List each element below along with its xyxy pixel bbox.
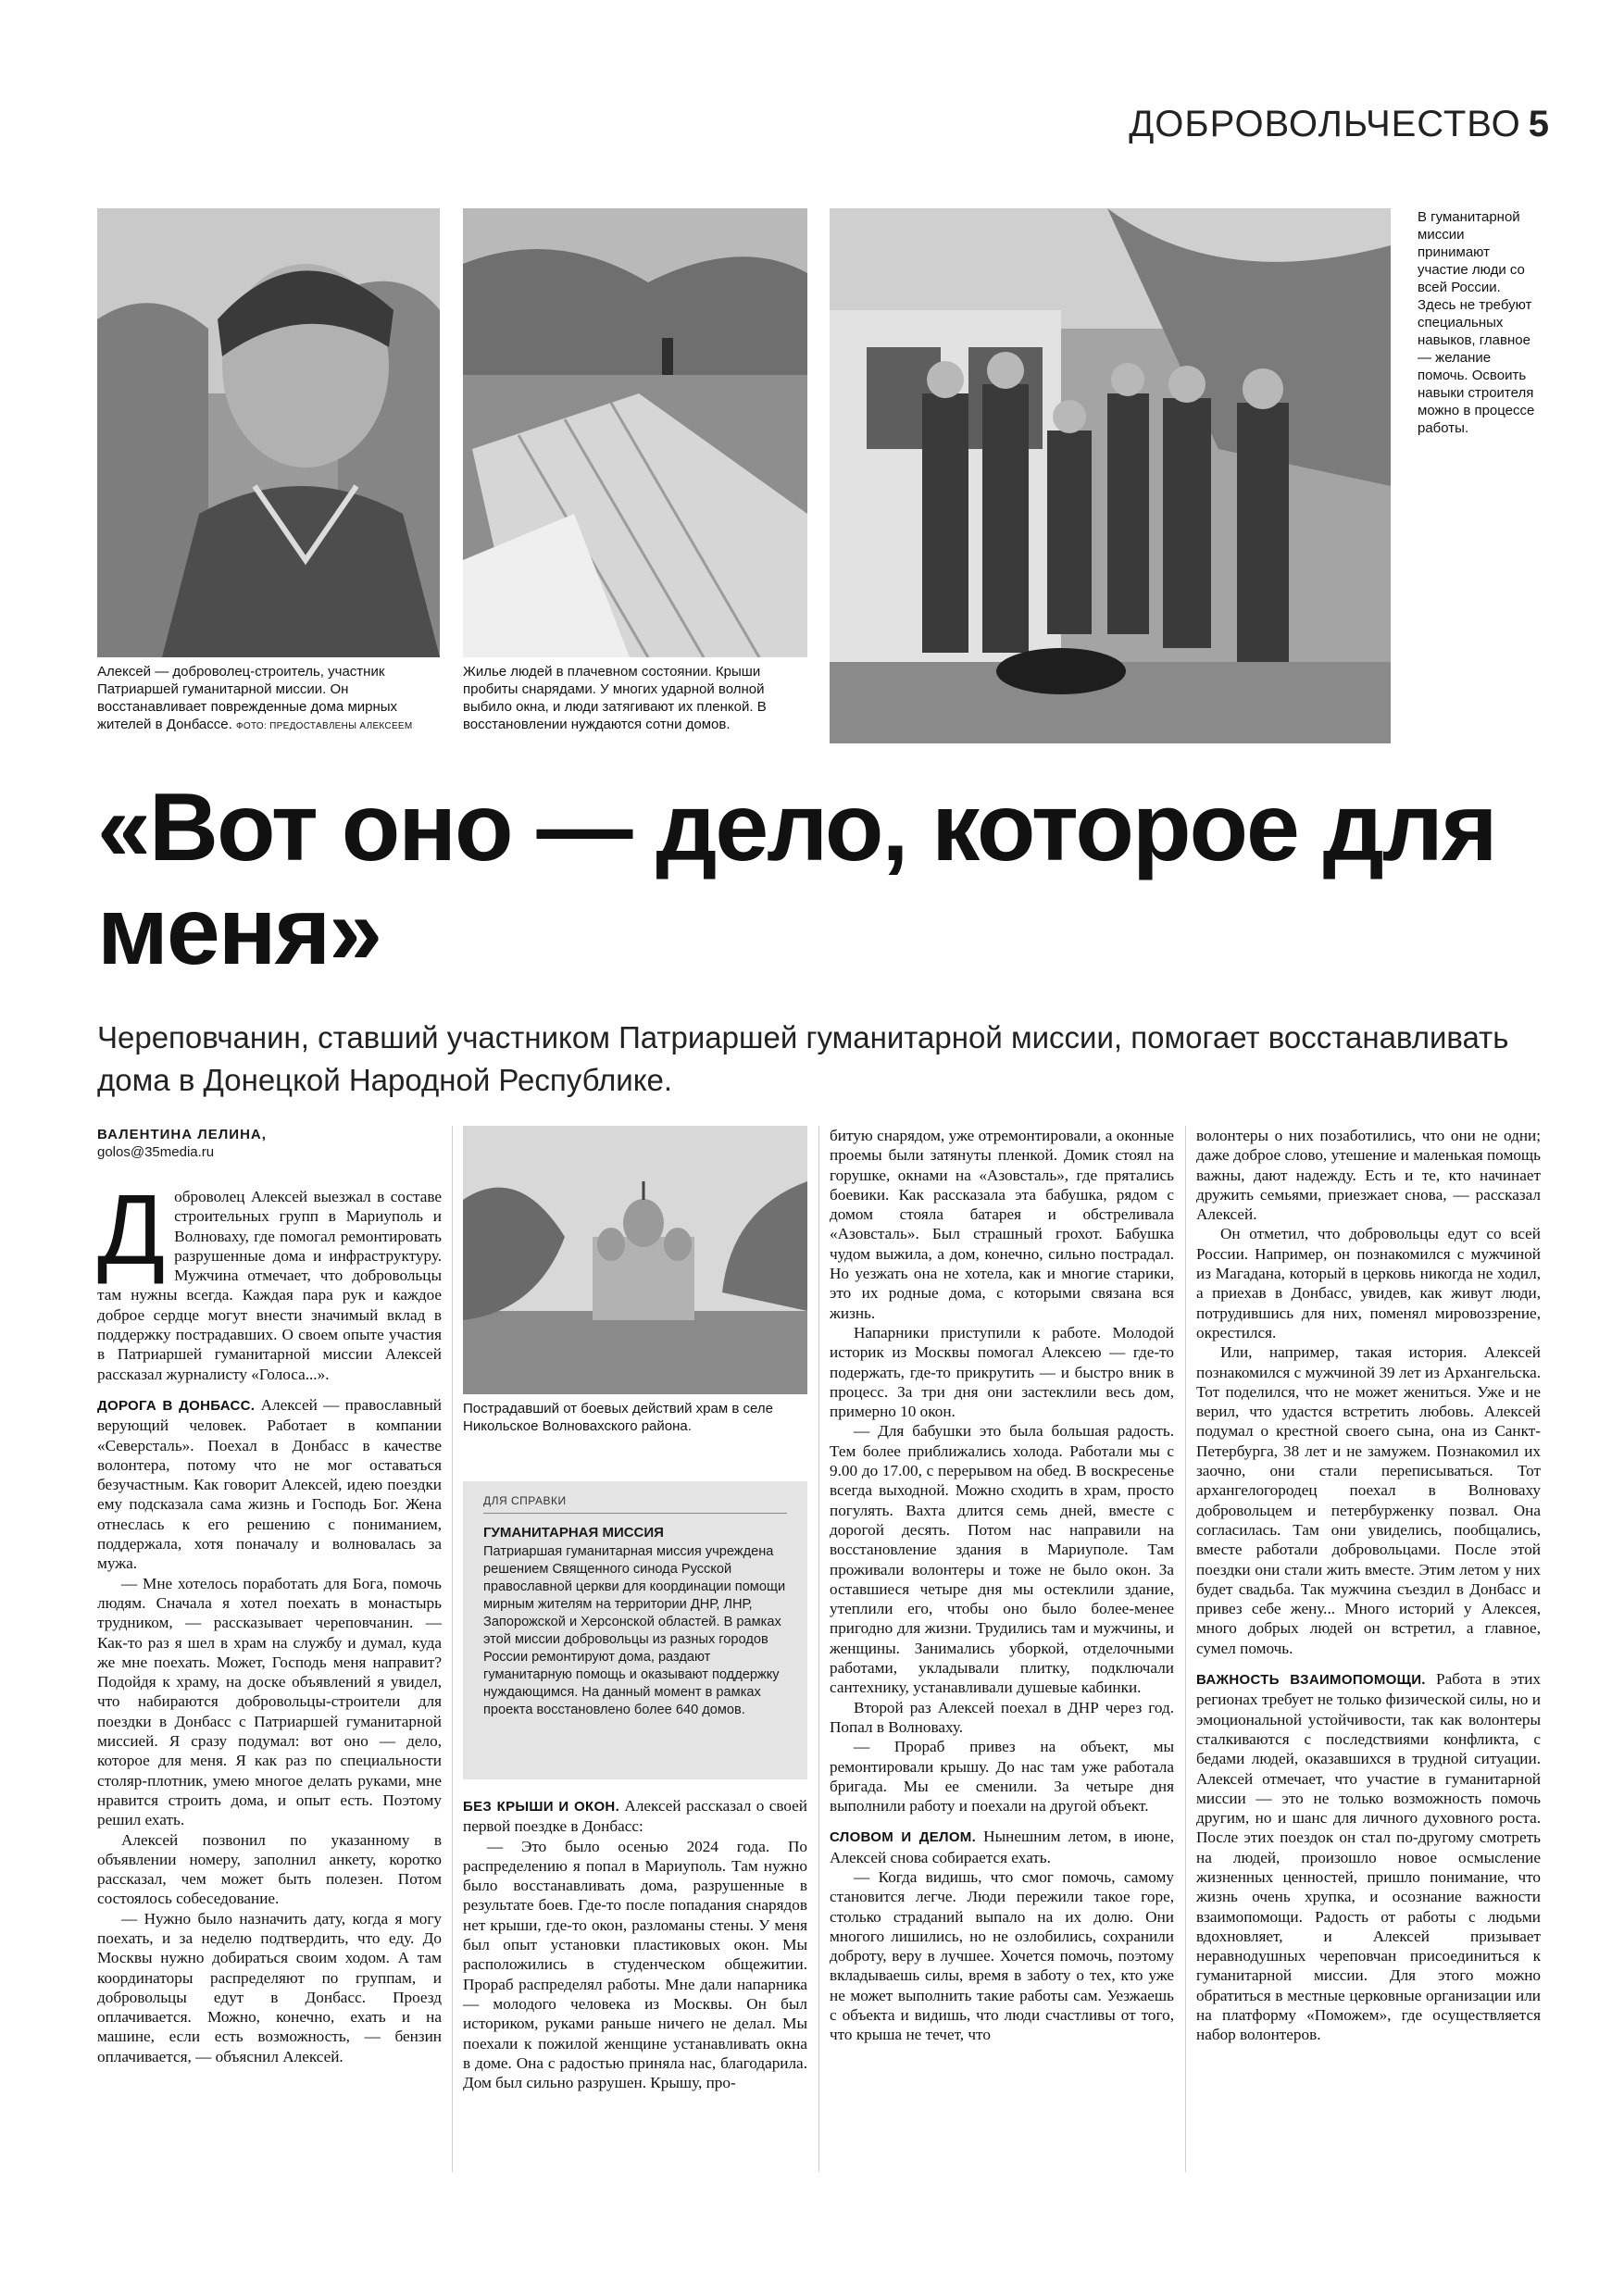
paragraph: Работа в этих регионах требует не только физической силы, но и эмоциональной устойчивости, так как волонтеры сталкиваются с последствиями конфликта, с бедами людей, оказавшихся в трудной ситуации. Алексей отмечает, что участие в гуманитарной миссии — это не только возможность помочь другим, но и шанс для личного духовного роста. После этих поездок он стал по-другому смотреть на людей, произошло новое осмысление жизненных ценностей, пришло понимание, что жизнь очень хрупка, и осознание важности взаимопомощи. Радость от работы с людьми вдохновляет, и Алексей призывает неравнодушных череповчан присоединиться к гуманитарной миссии. Для этого можно обратиться в местные церковные организации или на платформу «Поможем», где осуществляется набор волонтеров.	[1196, 1670, 1541, 2044]
paragraph: Алексей рассказал о своей первой поездке в Донбасс:	[463, 1797, 807, 1836]
paragraph: — Когда видишь, что смог помочь, самому становится легче. Люди пережили такое горе, столько страданий выпало на их долю. Они многого лишились, но не озлобились, сохранили доброту, веру в лучшее. Хочется помочь, поэтому вкладываешь силы, время в заботу о тех, кто уже не может выполнить такие работы сам. Уезжаешь с объекта и видишь, что люди счастливы от того, что крыша не течет, что	[830, 1867, 1174, 2044]
paragraph: — Это было осенью 2024 года. По распределению я попал в Мариуполь. Там нужно было восстанавливать дома, разрушенные в результате боев. Где-то после попадания снарядов нет крыши, где-то окон, разломаны стены. У меня был опыт установки пластиковых окон. Мы расположились в студенческом общежитии. Прораб распределял работы. Мне дали напарника — молодого человека из Москвы. Он был историком, руками раньше ничего не делал. Мы поехали к пожилой женщине устанавливать окна в доме. Она с радостью приняла нас, благодарила. Дом был сильно разрушен. Крышу, про-	[463, 1837, 807, 2092]
church-caption: Пострадавший от боевых действий храм в селе Никольское Волновахского района.	[463, 1401, 773, 1434]
paragraph: Нынешним летом, в июне, Алексей снова собирается ехать.	[830, 1828, 1174, 1866]
section-name: ДОБРОВОЛЬЧЕСТВО	[1129, 104, 1521, 144]
group-photo	[830, 208, 1391, 743]
column-divider	[1185, 1126, 1186, 2172]
column-divider	[818, 1126, 819, 2172]
reference-text: Патриаршая гуманитарная миссия учреждена решением Священного синода Русской православной церкви для координации помощи мирным жителям на территории ДНР, ЛНР, Запорожской и Херсонской областей. В рамках этой миссии добровольцы из разных городов России ремонтируют дома, раздают гуманитарную помощь и оказывают поддержку нуждающимся. На данный момент в рамках проекта восстановлено более 640 домов.	[483, 1544, 786, 1717]
selfie-photo	[97, 208, 440, 657]
author-name: ВАЛЕНТИНА ЛЕЛИНА,	[97, 1127, 267, 1142]
subhead-word-and-deed: СЛОВОМ И ДЕЛОМ.	[830, 1829, 977, 1846]
reference-title: ГУМАНИТАРНАЯ МИССИЯ	[483, 1525, 664, 1541]
photo-credit: ФОТО: ПРЕДОСТАВЛЕНЫ АЛЕКСЕЕМ	[235, 721, 413, 731]
column-3	[830, 1126, 1174, 2045]
column-1	[97, 1173, 442, 2066]
paragraph: волонтеры о них позаботились, что они не одни; даже доброе слово, утешение и маленькая помощь важны, дают надежду. Есть и те, кто начинает дружить семьями, приезжает снова, — рассказал Алексей.	[1196, 1127, 1541, 1224]
paragraph: Второй раз Алексей поехал в ДНР через год. Попал в Волноваху.	[830, 1698, 1174, 1736]
group-caption: В гуманитарной миссии принимают участие люди со всей России. Здесь не требуют специальных навыков, главное — желание помочь. Освоить навыки строителя можно в процессе работы.	[1418, 209, 1535, 436]
selfie-caption	[97, 663, 442, 735]
paragraph: Он отметил, что добровольцы едут со всей России. Например, он познакомился с мужчиной из Магадана, который в церковь никогда не ходил, а приехав в Донбасс, увидев, как живут люди, потрудившись для них, поменял мировоззрение, окрестился.	[1196, 1225, 1541, 1341]
intro-paragraph: оброволец Алексей выезжал в составе строительных групп в Мариуполь и Волноваху, где помогал ремонтировать разрушенные дома и инфраструктуру. Мужчина отмечает, что добровольцы там нужны всегда. Каждая пара рук и каждое доброе сердце могут внести значимый вклад в поддержку пострадавших. О своем опыте участия в Патриаршей гуманитарной миссии Алексей рассказал журналисту «Голоса...».	[97, 1188, 442, 1383]
paragraph: Напарники приступили к работе. Молодой историк из Москвы помогал Алексею — где-то подержать, где-то прикрутить — и быстро вник в процесс. За три дня они застеклили весь дом, примерно 10 окон.	[830, 1323, 1174, 1421]
subhead-road-to-donbass: ДОРОГА В ДОНБАСС.	[97, 1397, 256, 1414]
drop-cap: Д	[97, 1173, 166, 1285]
subhead-mutual-help: ВАЖНОСТЬ ВЗАИМОПОМОЩИ.	[1196, 1672, 1426, 1689]
reference-box	[463, 1481, 807, 1779]
roof-photo	[463, 208, 807, 657]
paragraph: — Для бабушки это была большая радость. Тем более приближались холода. Работали мы с 9.00 до 17.00, с перерывом на обед. В воскресенье всегда выходной. Можно сходить в храм, просто погулять. Вахта длится семь дней, вместе с дорогой десять. Потом нас направили на восстановление здания в Мариуполе. Там проживали волонтеры и тоже не было окон. За оставшиеся четыре дня мы остеклили здание, утеплили его, чтобы оно было более-менее пригодно для жизни. Трудились там и мужчины, и женщины. Занимались уборкой, отделочными работами, укладывали плитку, подключали сантехнику, устанавливали душевые кабинки.	[830, 1422, 1174, 1697]
column-4	[1196, 1126, 1541, 2045]
lead-paragraph: Череповчанин, ставший участником Патриаршей гуманитарной миссии, помогает восстанавливать дома в Донецкой Народной Республике.	[97, 1020, 1509, 1097]
section-header	[1129, 104, 1550, 145]
author-email: golos@35media.ru	[97, 1144, 215, 1160]
subhead-no-roof: БЕЗ КРЫШИ И ОКОН.	[463, 1799, 620, 1815]
paragraph: Алексей позвонил по указанному в объявлении номеру, заполнил анкету, коротко рассказал, чем может быть полезен. Потом состоялось собеседование.	[97, 1830, 442, 1908]
church-photo	[463, 1126, 807, 1394]
selfie-caption-text: Алексей — доброволец-строитель, участник Патриаршей гуманитарной миссии. Он восстанавливает поврежденные дома мирных жителей в Донбассе.	[97, 664, 398, 732]
column-divider	[452, 1126, 453, 2172]
paragraph: битую снарядом, уже отремонтировали, а оконные проемы были затянуты пленкой. Домик стоял на горушке, окнами на «Азовсталь», где прятались боевики. Как рассказала эта бабушка, рядом с домом стояла батарея и обстреливала «Азовсталь». Был страшный грохот. Бабушка чудом выжила, а дом, конечно, сильно пострадал. Но уезжать она не хотела, как и многие старики, это их родные дома, с которыми связана вся жизнь.	[830, 1127, 1174, 1322]
column-2	[463, 1796, 807, 2092]
roof-caption: Жилье людей в плачевном состоянии. Крыши пробиты снарядами. У многих ударной волной выбило окна, и люди затягивают их пленкой. В восстановлении нуждаются сотни домов.	[463, 664, 767, 732]
reference-tag: ДЛЯ СПРАВКИ	[483, 1494, 787, 1514]
page-number: 5	[1528, 104, 1550, 144]
headline: «Вот оно — дело, которое для меня»	[97, 774, 1496, 985]
paragraph: — Нужно было назначить дату, когда я могу поехать, и за неделю подтвердить, что еду. До Москвы нужно добираться своим ходом. А там координаторы распределяют по группам, и добровольцы едут в Донбасс. Проезд оплачивается. Можно, конечно, ехать и на машине, если есть возможность, — бензин оплачивается, — объяснил Алексей.	[97, 1909, 442, 2065]
paragraph: Или, например, такая история. Алексей познакомился с мужчиной 39 лет из Архангельска. Тот поделился, что не может жениться. Уже и не верил, что удастся встретить любовь. Алексей подумал о крестной своего сына, она из Санкт-Петербурга, 38 лет и не замужем. Познакомил их заочно, они стали переписываться. Тот архангелогородец поехал в Волноваху добровольцем и петербурженку позвал. Она согласилась. Там они увиделись, пообщались, вместе работали добровольцами. После этой поездки они стали жить вместе. Этим летом у них будет свадьба. Так мужчина съездил в Донбасс и привез себе жену... Много историй у Алексея, много добрых людей он встретил, а главное, сумел помочь.	[1196, 1343, 1541, 1657]
paragraph: — Мне хотелось поработать для Бога, помочь людям. Сначала я хотел поехать в монастырь трудником, — рассказывает череповчанин. — Как-то раз я шел в храм на службу и думал, куда же мне поехать. Может, Господь меня направит? Подойдя к храму, на доске объявлений я увидел, что набираются добровольцы-строители для поездки в Донбасс с Патриаршей гуманитарной миссией. Я сразу подумал: вот оно — дело, которое для меня. Я как раз по специальности столяр-плотник, умею многое делать руками, мне нравится строить дома, и опыт есть. Поэтому решил ехать.	[97, 1574, 442, 1829]
byline	[97, 1126, 442, 1161]
paragraph: Алексей — православный верующий человек. Работает в компании «Северсталь». Поехал в Донбасс в качестве волонтера, потому что не мог оставаться безучастным. Как говорит Алексей, идею поездки ему подсказала сама жизнь и Господь Бог. Жена отнеслась к его решению с пониманием, поддержала, хотя поначалу и волновалась за мужа.	[97, 1395, 442, 1573]
paragraph: — Прораб привез на объект, мы ремонтировали крышу. До нас там уже работала бригада. Мы ее сменили. За четыре дня выполнили работу и поехали на другой объект.	[830, 1738, 1174, 1816]
